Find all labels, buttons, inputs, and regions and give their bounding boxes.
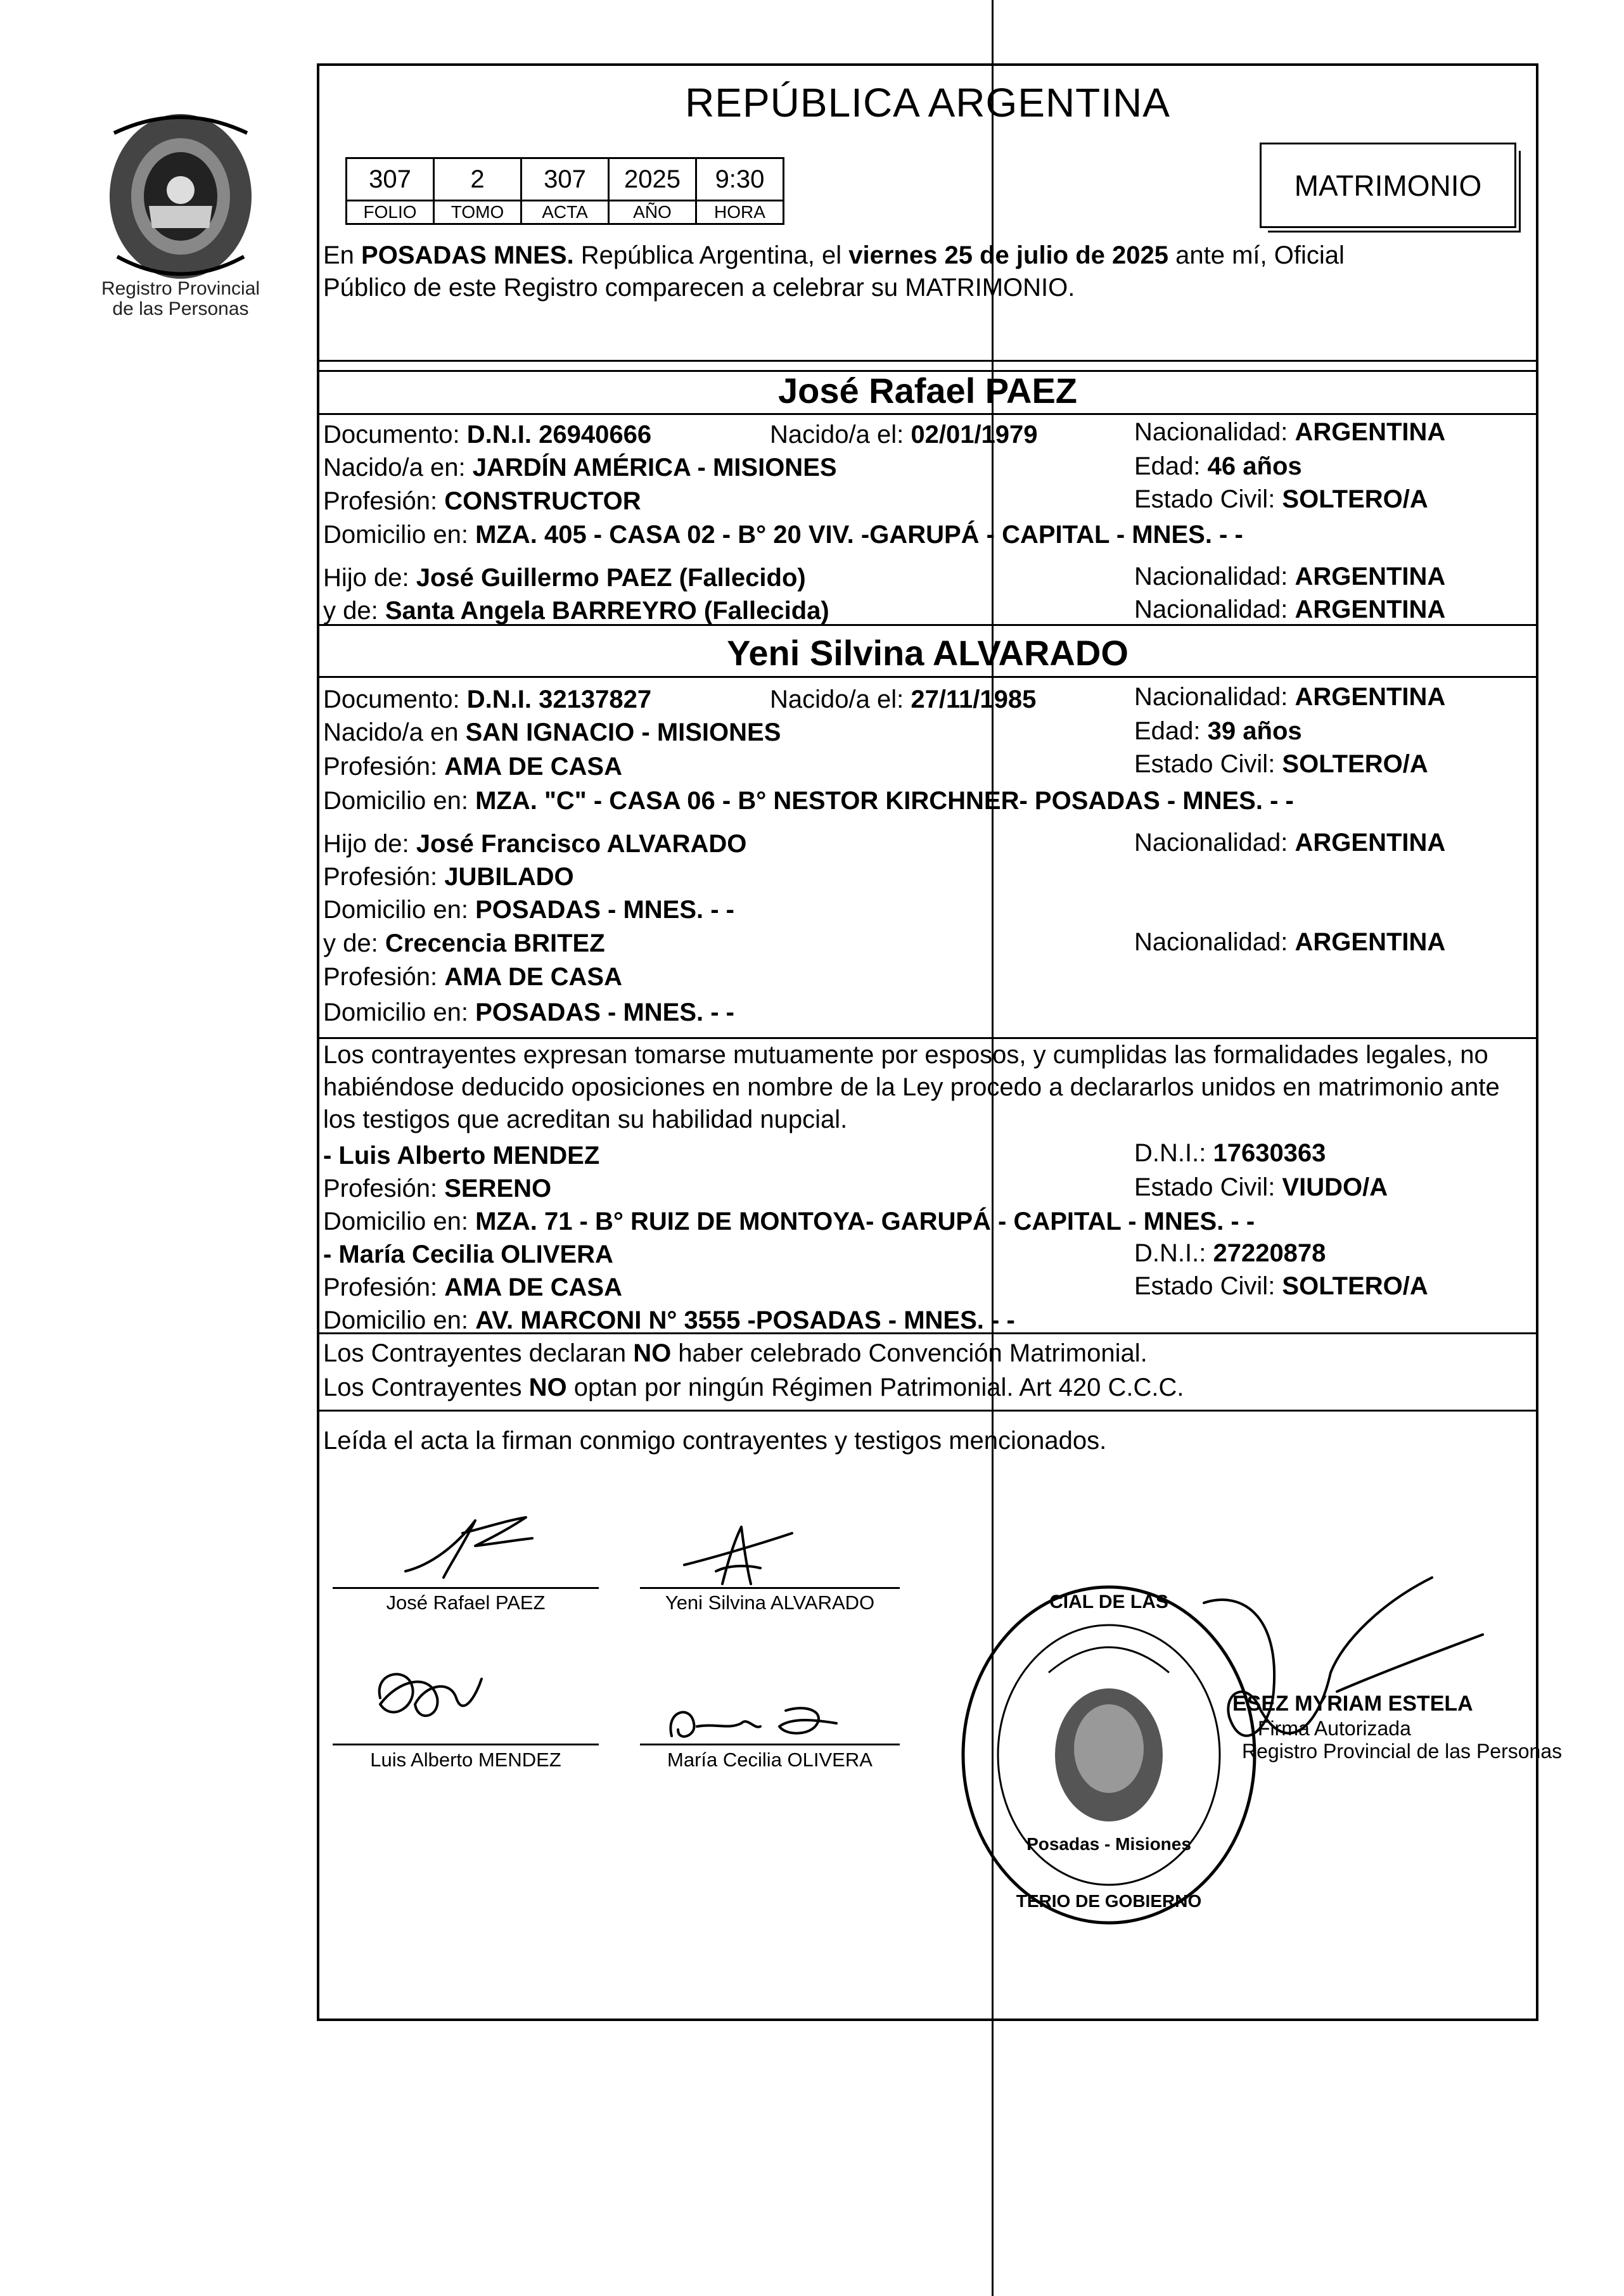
registration-table: [345, 157, 784, 225]
intro-text-1: En: [323, 241, 362, 269]
spouse1-birthdate: Nacido/a el: 02/01/1979: [770, 421, 1038, 449]
spouse1-mother: y de: Santa Angela BARREYRO (Fallecida): [323, 597, 829, 625]
declaration-paragraph: [323, 1039, 1500, 1136]
spouse1-profession: Profesión: CONSTRUCTOR: [323, 487, 641, 515]
declaration-line-3: los testigos que acreditan su habilidad nupcial.: [323, 1106, 848, 1133]
spouse2-birthplace: Nacido/a en SAN IGNACIO - MISIONES: [323, 718, 781, 746]
officer-office: Registro Provincial de las Personas: [1242, 1740, 1563, 1763]
divider: [317, 1410, 1538, 1412]
intro-text-2: República Argentina, el: [573, 241, 849, 269]
spouse1-name: José Rafael PAEZ: [777, 371, 1078, 411]
folio-value: 307: [347, 158, 434, 201]
signature-line: [640, 1744, 900, 1745]
signature-name-alvarado: Yeni Silvina ALVARADO: [665, 1591, 875, 1614]
spouse2-name: Yeni Silvina ALVARADO: [727, 633, 1128, 673]
spouse2-father: Hijo de: José Francisco ALVARADO: [323, 830, 747, 858]
regime-line-2: Los Contrayentes NO optan por ningún Régimen Patrimonial. Art 420 C.C.C.: [323, 1374, 1184, 1401]
spouse2-father-address: Domicilio en: POSADAS - MNES. - -: [323, 896, 734, 924]
act-type: MATRIMONIO: [1294, 169, 1482, 202]
act-type-box: [1260, 143, 1516, 228]
signature-olivera: [659, 1698, 849, 1749]
signature-name-paez: José Rafael PAEZ: [386, 1591, 546, 1614]
year-value: 2025: [609, 158, 696, 201]
spouse1-nationality: Nacionalidad: ARGENTINA: [1134, 418, 1446, 446]
spouse1-address: Domicilio en: MZA. 405 - CASA 02 - B° 20 VIV. -GARUPÁ - CAPITAL - MNES. - -: [323, 521, 1243, 549]
witness2-profession: Profesión: AMA DE CASA: [323, 1273, 622, 1301]
spouse2-mother: y de: Crecencia BRITEZ: [323, 929, 605, 957]
signature-alvarado: [672, 1521, 811, 1590]
svg-text:TERIO DE GOBIERNO: TERIO DE GOBIERNO: [1016, 1891, 1202, 1911]
signature-line: [640, 1587, 900, 1589]
spouse1-father-nationality: Nacionalidad: ARGENTINA: [1134, 563, 1446, 590]
witness1-profession: Profesión: SERENO: [323, 1175, 552, 1202]
spouse1-age: Edad: 46 años: [1134, 452, 1302, 480]
spouse2-civil-status: Estado Civil: SOLTERO/A: [1134, 750, 1428, 778]
spouse2-age: Edad: 39 años: [1134, 717, 1302, 745]
witness2-dni: D.N.I.: 27220878: [1134, 1239, 1326, 1267]
witness1-name: - Luis Alberto MENDEZ: [323, 1142, 600, 1170]
acta-value: 307: [521, 158, 609, 201]
acta-label: ACTA: [521, 201, 609, 224]
hour-value: 9:30: [696, 158, 784, 201]
divider: [317, 360, 1538, 362]
witness1-address: Domicilio en: MZA. 71 - B° RUIZ DE MONTOYA- GARUPÁ - CAPITAL - MNES. - -: [323, 1208, 1255, 1235]
logo-caption-line2: de las Personas: [112, 298, 249, 319]
logo-caption-line1: Registro Provincial: [101, 278, 260, 299]
spouse1-birthplace: Nacido/a en: JARDÍN AMÉRICA - MISIONES: [323, 454, 837, 482]
logo-caption: [86, 279, 276, 319]
hour-label: HORA: [696, 201, 784, 224]
spouse2-father-nationality: Nacionalidad: ARGENTINA: [1134, 829, 1446, 857]
spouse2-address: Domicilio en: MZA. "C" - CASA 06 - B° NESTOR KIRCHNER- POSADAS - MNES. - -: [323, 787, 1294, 815]
divider: [317, 676, 1538, 678]
fold-line: [992, 0, 994, 2296]
spouse2-father-profession: Profesión: JUBILADO: [323, 863, 574, 891]
spouse1-father: Hijo de: José Guillermo PAEZ (Fallecido): [323, 564, 806, 592]
intro-line-2: Público de este Registro comparecen a celebrar su MATRIMONIO.: [323, 274, 1075, 302]
intro-date: viernes 25 de julio de 2025: [848, 241, 1168, 269]
declaration-line-2: habiéndose deducido oposiciones en nombre de la Ley procedo a declararlos unidos en matrimonio ante: [323, 1073, 1500, 1101]
witness2-civil-status: Estado Civil: SOLTERO/A: [1134, 1272, 1428, 1300]
officer-role: Firma Autorizada: [1258, 1717, 1411, 1740]
signature-mendez: [355, 1660, 513, 1742]
signature-name-olivera: María Cecilia OLIVERA: [667, 1749, 873, 1771]
spouse2-nationality: Nacionalidad: ARGENTINA: [1134, 683, 1446, 711]
spouse1-mother-nationality: Nacionalidad: ARGENTINA: [1134, 596, 1446, 623]
spouse2-document: Documento: D.N.I. 32137827: [323, 686, 652, 713]
spouse2-profession: Profesión: AMA DE CASA: [323, 753, 622, 781]
witness2-address: Domicilio en: AV. MARCONI N° 3555 -POSADAS - MNES. - -: [323, 1306, 1015, 1334]
declaration-line-1: Los contrayentes expresan tomarse mutuamente por esposos, y cumplidas las formalidades legales, no: [323, 1041, 1488, 1069]
spouse2-mother-address: Domicilio en: POSADAS - MNES. - -: [323, 998, 734, 1026]
svg-text:Posadas - Misiones: Posadas - Misiones: [1026, 1834, 1191, 1854]
year-label: AÑO: [609, 201, 696, 224]
intro-text-3: ante mí, Oficial: [1168, 241, 1345, 269]
signature-paez: [380, 1508, 558, 1584]
regime-line-1: Los Contrayentes declaran NO haber celebrado Convención Matrimonial.: [323, 1339, 1148, 1367]
signature-line: [333, 1587, 599, 1589]
spouse2-mother-nationality: Nacionalidad: ARGENTINA: [1134, 928, 1446, 956]
spouse2-mother-profession: Profesión: AMA DE CASA: [323, 963, 622, 991]
tomo-value: 2: [434, 158, 521, 201]
signature-line: [333, 1744, 599, 1745]
signature-name-mendez: Luis Alberto MENDEZ: [370, 1749, 561, 1771]
page-title: REPÚBLICA ARGENTINA: [685, 80, 1170, 125]
witness1-civil-status: Estado Civil: VIUDO/A: [1134, 1173, 1388, 1201]
svg-text:CIAL DE LAS: CIAL DE LAS: [1049, 1591, 1168, 1612]
spouse1-civil-status: Estado Civil: SOLTERO/A: [1134, 485, 1428, 513]
spouse2-birthdate: Nacido/a el: 27/11/1985: [770, 686, 1037, 713]
tomo-label: TOMO: [434, 201, 521, 224]
intro-place: POSADAS MNES.: [361, 241, 574, 269]
intro-paragraph: [323, 239, 1533, 304]
witness2-name: - María Cecilia OLIVERA: [323, 1240, 613, 1268]
closing-statement: Leída el acta la firman conmigo contrayentes y testigos mencionados.: [323, 1427, 1107, 1455]
witness1-dni: D.N.I.: 17630363: [1134, 1139, 1326, 1167]
folio-label: FOLIO: [347, 201, 434, 224]
divider: [317, 413, 1538, 415]
officer-name: ESEZ MYRIAM ESTELA: [1232, 1692, 1473, 1716]
spouse1-document: Documento: D.N.I. 26940666: [323, 421, 652, 449]
